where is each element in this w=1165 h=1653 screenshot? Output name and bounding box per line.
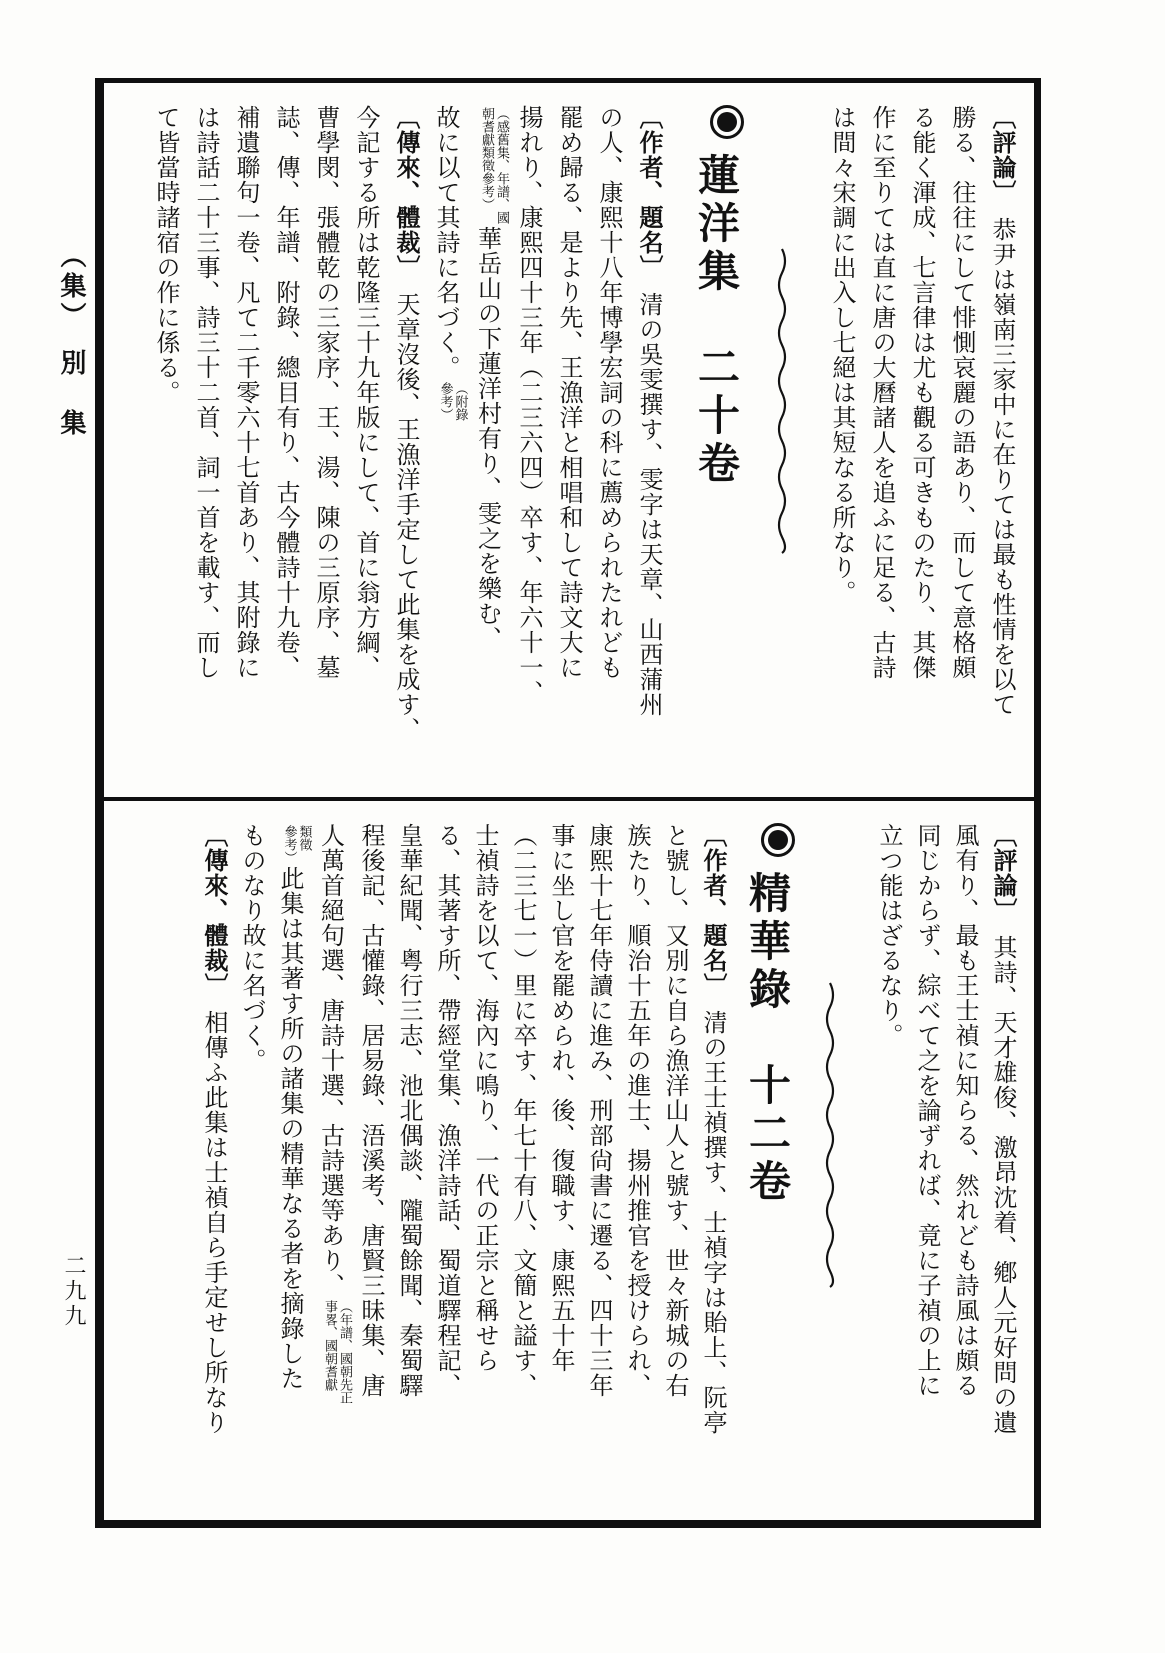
author-text: る、其著す所、帶經堂集、漁洋詩話、蜀道驛程記、 [433,823,461,1398]
author-section-label: 〔作者、題名〕 [635,105,664,280]
note-line: （年譜、國朝先正 [337,1300,352,1404]
author-column [656,823,694,1529]
form-text: は詩話二十三事、詩三十二首、詞一首を載す、而し [192,105,220,680]
author-column [312,823,353,1529]
author-column [549,105,589,767]
page-border-frame [95,78,1041,1528]
author-column [352,823,390,1529]
form-column [146,105,186,767]
author-text: 故に以て其詩に名づく。 [432,105,460,380]
note-line: 朝耆獻類徵參考） [479,107,494,211]
author-text: 人萬首絕句選、唐詩十選、古詩選等あり、 [316,823,345,1298]
author-column [426,105,468,767]
review-column [984,823,1022,1529]
form-text: 相傳ふ此集は士禎自ら手定せし所なり [200,1010,228,1435]
author-section-label: 〔作者、題名〕 [699,823,728,998]
review-column [822,105,862,767]
author-column [504,823,542,1529]
author-text: の人、康熙十八年博學宏詞の科に薦められたれども [595,105,623,680]
inline-note [479,107,509,224]
review-text: 勝る、往往にして悱惻哀麗の語あり、而して意格頗 [948,105,976,680]
author-text: と號し、又別に自ら漁洋山人と號す、世々新城の右 [661,823,689,1398]
review-column [982,105,1022,767]
author-column [629,105,669,767]
half-divider-rule [104,797,1034,801]
wavy-rule-icon [825,981,835,1289]
review-text: は間々宋調に出入し七絕は其短なる所なり。 [828,105,856,605]
wavy-rule-icon [777,247,787,555]
author-text: 皇華紀聞、粤行三志、池北偶談、隴蜀餘聞、秦蜀驛 [395,823,423,1398]
form-column [386,105,426,767]
review-section-label: 〔評論〕 [988,105,1017,205]
author-column [468,105,510,767]
note-line: 參考） [281,825,297,864]
form-column [195,823,233,1529]
review-column [908,823,946,1529]
author-column [694,823,732,1529]
review-column [946,823,984,1529]
page-number: 二九九 [61,1254,86,1329]
author-text: 康熙十七年侍讀に進み、刑部尙書に遷る、四十三年 [585,823,613,1398]
form-section-label: 〔傳來、體裁〕 [392,105,421,280]
review-text: る能く渾成、七言律は尤も觀る可きものたり、其傑 [908,105,936,680]
review-text: 同じからず、綜べて之を論ずれば、竟に子禎の上に [913,823,941,1398]
review-column [870,823,908,1529]
inline-note [322,1300,352,1404]
review-text: 恭尹は嶺南三家中に在りては最も性情を以て [988,217,1016,717]
form-text: 天章沒後、王漁洋手定して此集を成す、 [392,292,420,742]
author-text: 此集は其著す所の諸集の精華なる者を摘錄した [276,866,304,1391]
author-column [509,105,549,767]
review-section-label: 〔評論〕 [989,823,1018,923]
entry-bullet-icon [761,823,795,857]
form-section-label: 〔傳來、體裁〕 [200,823,229,998]
note-line: 參考） [437,382,453,421]
author-column [618,823,656,1529]
margin-category-label: （集） 別 集 [56,242,86,439]
author-text: 清の王士禎撰す、士禎字は貽上、阮亭 [699,1010,727,1435]
note-line: 類徵 [296,825,312,851]
author-text: 士禎詩を以て、海內に鳴り、一代の正宗と稱せら [471,823,499,1373]
review-text: 其詩、天才雄俊、激昂沈着、鄕人元好問の遺 [989,935,1017,1435]
entry-title: 蓮洋集 二十卷 [692,153,741,489]
form-text: 曹學閔、張體乾の三家序、王、湯、陳の三原序、墓 [312,105,340,680]
author-column [466,823,504,1529]
form-text: 補遺聯句一卷、凡て二千零六十七首あり、其附錄に [232,105,260,680]
form-column [266,105,306,767]
form-column [186,105,226,767]
review-column [862,105,902,767]
note-line: （感舊集、年譜、國 [494,107,509,224]
form-column [226,105,266,767]
note-line: （附錄 [452,382,468,421]
author-text: 揚れり、康熙四十三年（二三六四）卒す、年六十一、 [515,105,543,705]
entry-title: 精華錄 十二卷 [743,871,792,1207]
form-column [346,105,386,767]
review-column [942,105,982,767]
inline-note [438,382,468,421]
review-column [902,105,942,767]
entry-title-column [743,823,795,1529]
entry-title-column [685,105,747,767]
entry-separator [821,823,840,1529]
author-column [589,105,629,767]
form-text: て皆當時諸宿の作に係る。 [152,105,180,405]
author-column [271,823,312,1529]
author-text: 清の吳雯撰す、雯字は天章、山西蒲州 [635,292,663,717]
author-text: ものなり故に名づく。 [238,823,266,1073]
author-column [428,823,466,1529]
author-text: 族たり、順治十五年の進士、揚州推官を授けられ、 [623,823,651,1398]
review-text: 風有り、最も王士禎に知らる、然れども詩風は頗る [951,823,979,1398]
entry-bullet-icon [710,105,744,139]
author-text: 程後記、古懽錄、居易錄、浯溪考、唐賢三昧集、唐 [357,823,385,1398]
form-text: 今記する所は乾隆三十九年版にして、首に翁方綱、 [352,105,380,680]
review-text: 作に至りては直に唐の大曆諸人を追ふに足る、古詩 [868,105,896,680]
author-column [390,823,428,1529]
author-text: （二三七一）里に卒す、年七十有八、文簡と謚す、 [509,823,537,1398]
entry-separator [773,105,792,767]
author-text: 事に坐し官を罷められ、後、復職す、康熙五十年 [547,823,575,1373]
inline-note [282,825,312,864]
form-column [306,105,346,767]
author-column [233,823,271,1529]
author-column [580,823,618,1529]
review-text: 立つ能はざるなり。 [875,823,903,1048]
author-column [542,823,580,1529]
author-text: 華岳山の下蓮洋村有り、雯之を樂む、 [473,226,502,651]
top-half-section [146,105,1022,767]
form-text: 誌、傳、年譜、附錄、總目有り、古今體詩十九卷、 [272,105,300,680]
author-text: 罷め歸る、是より先、王漁洋と相唱和して詩文大に [555,105,583,680]
note-line: 事畧、國朝耆獻 [322,1300,337,1391]
bottom-half-section [195,823,1022,1529]
